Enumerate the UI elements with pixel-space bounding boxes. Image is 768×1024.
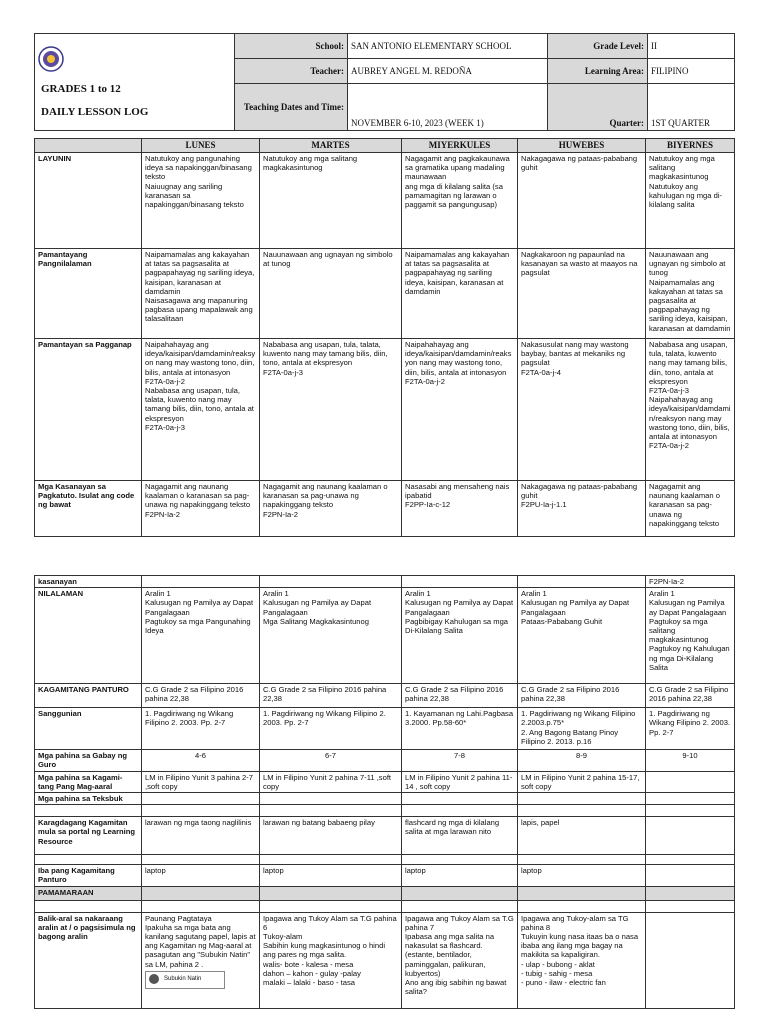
table-cell xyxy=(518,900,646,912)
table-cell: Naipahahayag ang ideya/kaisipan/damdamin/reaksyon nang may wastong tono, diin, bilis, antala at intonasyon F2TA-0a-j-2 xyxy=(402,339,518,481)
table-cell: Nakagagawa ng pataas-pababang guhit F2PU-Ia-j-1.1 xyxy=(518,481,646,537)
table-cell xyxy=(518,805,646,817)
row-label: Mga pahina sa Teksbuk xyxy=(35,793,142,805)
table-cell: Nakasusulat nang may wastong baybay, bantas at mekaniks ng pagsulat F2TA-0a-j-4 xyxy=(518,339,646,481)
table-cell xyxy=(260,900,402,912)
table-cell: LM in Filipino Yunit 3 pahina 2-7 ,soft copy xyxy=(142,771,260,792)
table-cell: 6-7 xyxy=(260,750,402,771)
table-cell: 7-8 xyxy=(402,750,518,771)
table-cell: 1. Pagdiriwang ng Wikang Filipino 2. 2003. Pp. 2-7 xyxy=(646,708,735,750)
day-header: BIYERNES xyxy=(646,139,735,153)
table-row xyxy=(35,708,735,750)
table-cell xyxy=(142,576,260,588)
table-cell: Natutukoy ang mga salitang magkakasintunog Natutukoy ang kahulugan ng mga di-kilalang salita xyxy=(646,153,735,249)
day-header: HUWEBES xyxy=(518,139,646,153)
table-cell xyxy=(402,886,518,900)
table-cell: C.G Grade 2 sa Filipino 2016 pahina 22,38 xyxy=(518,684,646,708)
lesson-table-page1 xyxy=(34,138,735,537)
table-cell: Aralin 1 Kalusugan ng Pamilya ay Dapat Pangalagaan Mga Salitang Magkakasintunog xyxy=(260,588,402,684)
table-cell: Natutukoy ang pangunahing ideya sa napakinggan/binasang teksto Naiuugnay ang sariling karanasan sa napakinggan/binasang teksto xyxy=(142,153,260,249)
table-cell: Nakagagawa ng pataas-pababang guhit xyxy=(518,153,646,249)
day-header: MARTES xyxy=(260,139,402,153)
table-cell: Naipahahayag ang ideya/kaisipan/damdamin/reaksyon nang may wastong tono, diin, bilis, antala at intonasyon F2TA-0a-j-2 Nababasa ang usapan, tula, talata, kuwento nang may tamang bilis, diin, tono, antala at ekspresyon F2TA-0a-j-3 xyxy=(142,339,260,481)
title-line2: DAILY LESSON LOG xyxy=(41,106,149,118)
table-cell: Ipagawa ang Tukoy Alam sa T.G pahina 7 Ipabasa ang mga salita na nakasulat sa flashcard. (estante, bentilador, paminggalan, palikuran, kubyertos) Ano ang ibig sabihin ng bawat salita? xyxy=(402,912,518,1008)
table-cell: 1. Pagdiriwang ng Wikang Filipino 2. 2003. Pp. 2-7 xyxy=(142,708,260,750)
header-table xyxy=(34,33,735,131)
row-label: PAMAMARAAN xyxy=(35,886,142,900)
table-cell xyxy=(518,855,646,865)
table-cell xyxy=(646,865,735,886)
table-row xyxy=(35,771,735,792)
table-cell: Nagkakaroon ng papaunlad na kasanayan sa wasto at maayos na pagsulat xyxy=(518,249,646,339)
table-cell: Aralin 1 Kalusugan ng Pamilya ay Dapat Pangalagaan Pagtukoy sa mga salitang magkakasintunog Pagtukoy ng Kahulugan ng mga Di-Kilalang Salita xyxy=(646,588,735,684)
table-cell xyxy=(402,855,518,865)
table-cell xyxy=(402,793,518,805)
row-label: Pamantayang Pangnilalaman xyxy=(35,249,142,339)
table-cell: 1. Kayamanan ng Lahi.Pagbasa 3.2000. Pp.58-60* xyxy=(402,708,518,750)
table-cell xyxy=(260,793,402,805)
table-cell: C.G Grade 2 sa Filipino 2016 pahina 22,38 xyxy=(142,684,260,708)
table-row xyxy=(35,855,735,865)
table-row xyxy=(35,865,735,886)
table-cell xyxy=(646,900,735,912)
row-label: Mga pahina sa Gabay ng Guro xyxy=(35,750,142,771)
quarter-value: 1ST QUARTER xyxy=(648,84,735,131)
table-cell xyxy=(402,900,518,912)
table-cell: F2PN-Ia-2 xyxy=(646,576,735,588)
row-label: Karagdagang Kagamitan mula sa portal ng Learning Resource xyxy=(35,817,142,855)
table-row xyxy=(35,805,735,817)
table-cell: laptop xyxy=(518,865,646,886)
row-label: Mga pahina sa Kagami-tang Pang Mag-aaral xyxy=(35,771,142,792)
table-cell xyxy=(646,793,735,805)
grade-label: Grade Level: xyxy=(548,34,648,59)
table-cell: Paunang Pagtataya Ipakuha sa mga bata ang kanilang sagutang papel, lapis at ang Kagamitan ng Mag-aaral at pasagutan ang "Subukin Natin" sa LM, pahina 2 . Subukin Natin xyxy=(142,912,260,1008)
days-header-row xyxy=(35,139,735,153)
area-label: Learning Area: xyxy=(548,59,648,84)
table-cell xyxy=(646,886,735,900)
table-cell: Nasasabi ang mensaheng nais ipabatid F2PP-Ia-c-12 xyxy=(402,481,518,537)
table-cell: 1. Pagdiriwang ng Wikang Filipino 2. 2003. Pp. 2-7 xyxy=(260,708,402,750)
deped-seal-icon xyxy=(38,46,64,72)
table-cell: C.G Grade 2 sa Filipino 2016 pahina 22,38 xyxy=(260,684,402,708)
table-cell: C.G Grade 2 sa Filipino 2016 pahina 22,38 xyxy=(646,684,735,708)
table-cell: laptop xyxy=(402,865,518,886)
table-cell: LM in Filipino Yunit 2 pahina 11-14 , soft copy xyxy=(402,771,518,792)
table-cell xyxy=(646,817,735,855)
quarter-label: Quarter: xyxy=(548,84,648,131)
table-cell xyxy=(646,805,735,817)
row-label xyxy=(35,855,142,865)
table-row xyxy=(35,153,735,249)
table-row xyxy=(35,793,735,805)
table-cell: Aralin 1 Kalusugan ng Pamilya ay Dapat Pangalagaan Pataas-Pababang Guhit xyxy=(518,588,646,684)
table-cell xyxy=(518,576,646,588)
table-cell: laptop xyxy=(260,865,402,886)
row-label: Balik-aral sa nakaraang aralin at / o pagsisimula ng bagong aralin xyxy=(35,912,142,1008)
page-2 xyxy=(34,575,734,1009)
table-cell xyxy=(646,912,735,1008)
table-cell: Nagagamit ang naunang kaalaman o karanasan sa pag-unawa ng napakinggang teksto xyxy=(646,481,735,537)
table-row xyxy=(35,817,735,855)
table-cell xyxy=(142,793,260,805)
table-cell xyxy=(402,576,518,588)
table-cell xyxy=(646,771,735,792)
row-label: Iba pang Kagamitang Panturo xyxy=(35,865,142,886)
title-line1: GRADES 1 to 12 xyxy=(41,83,121,95)
table-cell: Nababasa ang usapan, tula, talata, kuwento nang may tamang bilis, diin, tono, antala at ekspresyon F2TA-0a-j-3 xyxy=(260,339,402,481)
table-row xyxy=(35,900,735,912)
table-cell: Nagagamit ang naunang kaalaman o karanasan sa pag-unawa ng napakinggang teksto F2PN-Ia-2 xyxy=(142,481,260,537)
table-cell: Nagagamit ang naunang kaalaman o karanasan sa pag-unawa ng napakinggang teksto F2PN-Ia-2 xyxy=(260,481,402,537)
table-cell: Aralin 1 Kalusugan ng Pamilya ay Dapat Pangalagaan Pagbibigay Kahulugan sa mga Di-Kilalang Salita xyxy=(402,588,518,684)
school-label: School: xyxy=(235,34,348,59)
table-cell: LM in Filipino Yunit 2 pahina 15-17, soft copy xyxy=(518,771,646,792)
page2-body xyxy=(35,576,735,1009)
table-cell: 8-9 xyxy=(518,750,646,771)
dates-value: NOVEMBER 6-10, 2023 (WEEK 1) xyxy=(348,84,548,131)
row-label: LAYUNIN xyxy=(35,153,142,249)
area-value: FILIPINO xyxy=(648,59,735,84)
table-cell xyxy=(646,855,735,865)
grade-value: II xyxy=(648,34,735,59)
table-cell xyxy=(518,886,646,900)
dates-label: Teaching Dates and Time: xyxy=(235,84,348,131)
table-cell: 9-10 xyxy=(646,750,735,771)
table-cell: 4-6 xyxy=(142,750,260,771)
table-row xyxy=(35,912,735,1008)
table-cell: LM in Filipino Yunit 2 pahina 7-11 ,soft copy xyxy=(260,771,402,792)
table-cell: lapis, papel xyxy=(518,817,646,855)
table-cell: 1. Pagdiriwang ng Wikang Filipino 2.2003.p.75* 2. Ang Bagong Batang Pinoy Filipino 2. 2013. p.16 xyxy=(518,708,646,750)
school-value: SAN ANTONIO ELEMENTARY SCHOOL xyxy=(348,34,548,59)
row-label: Mga Kasanayan sa Pagkatuto. Isulat ang code ng bawat xyxy=(35,481,142,537)
table-cell xyxy=(142,886,260,900)
table-row xyxy=(35,481,735,537)
table-row xyxy=(35,588,735,684)
row-label: NILALAMAN xyxy=(35,588,142,684)
table-cell: flashcard ng mga di kilalang salita at mga larawan nito xyxy=(402,817,518,855)
table-cell: larawan ng batang babaeng pilay xyxy=(260,817,402,855)
table-cell xyxy=(142,900,260,912)
day-header: MIYERKULES xyxy=(402,139,518,153)
row-label: kasanayan xyxy=(35,576,142,588)
row-label: Sanggunian xyxy=(35,708,142,750)
table-cell: Nauunawaan ang ugnayan ng simbolo at tunog Naipamamalas ang kakayahan at tatas sa pagsasalita at pagpapahayag ng sariling ideya, kaisipan, karanasan at damdamin xyxy=(646,249,735,339)
lesson-table-page2 xyxy=(34,575,735,1009)
table-cell xyxy=(260,576,402,588)
table-cell: larawan ng mga taong naglilinis xyxy=(142,817,260,855)
table-row xyxy=(35,339,735,481)
corner-cell xyxy=(35,139,142,153)
row-label: Pamantayan sa Pagganap xyxy=(35,339,142,481)
table-cell xyxy=(402,805,518,817)
table-cell xyxy=(518,793,646,805)
row-label xyxy=(35,900,142,912)
table-row xyxy=(35,249,735,339)
table-cell: Nababasa ang usapan, tula, talata, kuwento nang may tamang bilis, diin, tono, antala at ekspresyon F2TA-0a-j-3 Naipahahayag ang ideya/kaisipan/damdamin/reaksyon nang may wastong tono, diin, bilis, antala at intonasyon F2TA-0a-j-2 xyxy=(646,339,735,481)
subukin-natin-image: Subukin Natin xyxy=(145,971,225,989)
row-label xyxy=(35,805,142,817)
title-cell xyxy=(35,34,235,131)
table-cell xyxy=(260,886,402,900)
table-row xyxy=(35,750,735,771)
page-1 xyxy=(34,33,734,537)
table-cell: laptop xyxy=(142,865,260,886)
table-cell: Nagagamit ang pagkakaunawa sa gramatika upang madaling maunawaan ang mga di kilalang salita (sa pamamagitan ng larawan o paggamit sa pangungusap) xyxy=(402,153,518,249)
teacher-value: AUBREY ANGEL M. REDOÑA xyxy=(348,59,548,84)
teacher-label: Teacher: xyxy=(235,59,348,84)
table-row xyxy=(35,684,735,708)
table-cell: C.G Grade 2 sa Filipino 2016 pahina 22,38 xyxy=(402,684,518,708)
table-cell: Natutukoy ang mga salitang magkakasintunog xyxy=(260,153,402,249)
table-cell: Ipagawa ang Tukoy-alam sa TG pahina 8 Tukuyin kung nasa itaas ba o nasa ibaba ang ilang mga bagay na makikita sa kapaligiran. - ulap - bubong - aklat - tubig - sahig - mesa - puno - ilaw - electric fan xyxy=(518,912,646,1008)
table-cell: Nauunawaan ang ugnayan ng simbolo at tunog xyxy=(260,249,402,339)
page1-body xyxy=(35,153,735,537)
table-cell: Naipamamalas ang kakayahan at tatas sa pagsasalita at pagpapahayag ng sariling ideya, kaisipan, karanasan at damdamin Naisasagawa ang mapanuring pagbasa upang mapalawak ang talasalitaan xyxy=(142,249,260,339)
table-cell: Naipamamalas ang kakayahan at tatas sa pagsasalita at pagpapahayag ng sariling ideya, kaisipan, karanasan at damdamin xyxy=(402,249,518,339)
table-cell xyxy=(260,855,402,865)
table-row xyxy=(35,576,735,588)
table-cell: Ipagawa ang Tukoy Alam sa T.G pahina 6 Tukoy-alam Sabihin kung magkasintunog o hindi ang pares ng mga salita. walis- bote - kalesa - mesa dahon – kahon - gulay -palay malaki – lalaki - baso - tasa xyxy=(260,912,402,1008)
table-cell: Aralin 1 Kalusugan ng Pamilya ay Dapat Pangalagaan Pagtukoy sa mga Pangunahing Ideya xyxy=(142,588,260,684)
row-label: KAGAMITANG PANTURO xyxy=(35,684,142,708)
table-cell xyxy=(142,855,260,865)
table-cell xyxy=(142,805,260,817)
day-header: LUNES xyxy=(142,139,260,153)
table-cell xyxy=(260,805,402,817)
table-row xyxy=(35,886,735,900)
